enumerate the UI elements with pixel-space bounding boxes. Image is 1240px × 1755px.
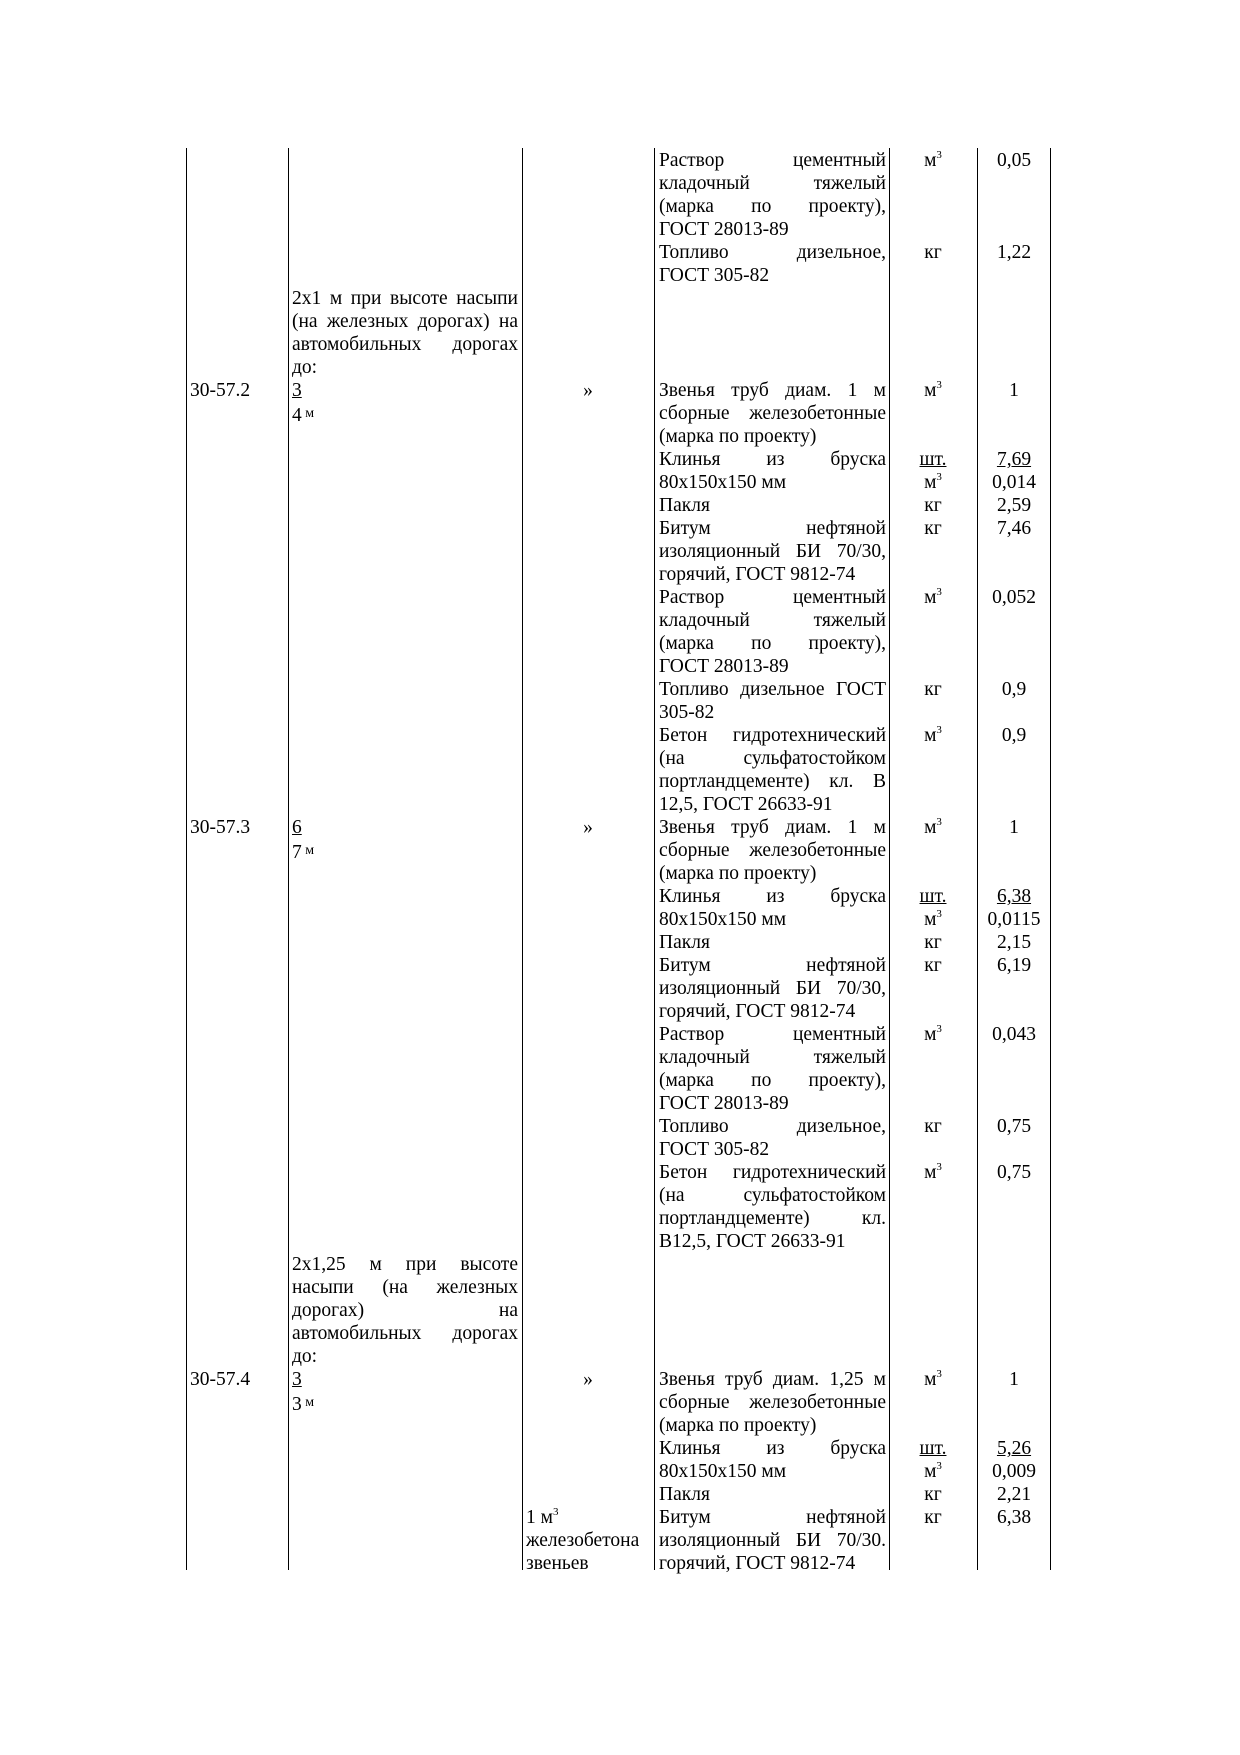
resource-unit bbox=[893, 241, 973, 264]
resource-name-line: кладочный тяжелый bbox=[659, 610, 886, 631]
column-divider-1 bbox=[288, 148, 289, 1570]
fraction-denominator bbox=[292, 1391, 518, 1416]
resource-name-line: ГОСТ 305-82 bbox=[659, 1139, 770, 1160]
resource-value-text: 0,9 bbox=[1001, 679, 1027, 700]
fraction-unit: м bbox=[301, 843, 315, 858]
resource-name-line: (на сульфатостойком bbox=[659, 748, 886, 769]
resource-value bbox=[981, 678, 1047, 701]
resource-unit-text: кг bbox=[924, 242, 942, 263]
unit-of-measure-text: » bbox=[583, 817, 593, 838]
row-heading bbox=[292, 287, 518, 379]
resource-name-line: (марка по проекту) bbox=[659, 426, 817, 447]
resource-name-line: Битум нефтяной bbox=[659, 955, 886, 976]
resource-name-line: (марка по проекту), bbox=[659, 633, 886, 654]
resource-name-line: 80x150x150 мм bbox=[659, 909, 787, 930]
resource-value-text: 1 bbox=[1009, 817, 1019, 838]
resource-name-line: ГОСТ 28013-89 bbox=[659, 656, 789, 677]
resource-unit-text: м bbox=[924, 1461, 937, 1482]
resource-value bbox=[981, 149, 1047, 172]
fraction-top: 6 bbox=[292, 817, 302, 838]
resource-unit-text: м bbox=[924, 587, 937, 608]
row-code-text: 30-57.3 bbox=[190, 817, 251, 838]
resource-value-text: 1,22 bbox=[996, 242, 1032, 263]
superscript: 3 bbox=[936, 1460, 942, 1472]
resource-value bbox=[981, 885, 1047, 908]
fraction-numerator bbox=[292, 1368, 518, 1391]
fraction-unit: м bbox=[301, 406, 315, 421]
resource-value-text: 7,46 bbox=[996, 518, 1032, 539]
resource-unit bbox=[893, 678, 973, 701]
resource-unit bbox=[893, 1023, 973, 1046]
resource-name-line: Топливо дизельное, bbox=[659, 1116, 886, 1137]
row-heading-line: 2x1 м при высоте насыпи bbox=[292, 288, 518, 309]
row-heading-line: 2x1,25 м при высоте bbox=[292, 1254, 518, 1275]
resource-name bbox=[659, 494, 886, 517]
resource-name-line: Клинья из бруска bbox=[659, 449, 886, 470]
resource-name-line: портландцементе) кл. bbox=[659, 1208, 886, 1229]
resource-unit-text: м bbox=[924, 1369, 937, 1390]
superscript: 3 bbox=[936, 471, 942, 483]
resource-name-line: ГОСТ 28013-89 bbox=[659, 1093, 789, 1114]
resource-name-line: изоляционный БИ 70/30, bbox=[659, 978, 886, 999]
unit-of-measure-text: » bbox=[583, 1369, 593, 1390]
resource-value bbox=[981, 1115, 1047, 1138]
superscript: 3 bbox=[936, 379, 942, 391]
resource-name bbox=[659, 1115, 886, 1161]
resource-name-line: В12,5, ГОСТ 26633-91 bbox=[659, 1231, 846, 1252]
resource-name-line: (марка по проекту) bbox=[659, 1415, 817, 1436]
resource-unit bbox=[893, 517, 973, 540]
resource-name-line: 80x150x150 мм bbox=[659, 472, 787, 493]
row-heading-line: автомобильных дорогах bbox=[292, 334, 518, 355]
resource-name-line: изоляционный БИ 70/30. bbox=[659, 1530, 886, 1551]
resource-name-line: (на сульфатостойком bbox=[659, 1185, 886, 1206]
resource-unit bbox=[893, 724, 973, 747]
superscript: 3 bbox=[936, 1368, 942, 1380]
resource-value-text: 0,0115 bbox=[987, 909, 1041, 930]
resource-value bbox=[981, 379, 1047, 402]
resource-unit bbox=[893, 931, 973, 954]
resource-name-line: сборные железобетонные bbox=[659, 840, 886, 861]
resource-unit-text: кг bbox=[924, 495, 942, 516]
column-divider-5 bbox=[977, 148, 978, 1570]
row-code bbox=[190, 1368, 284, 1391]
resource-value-text: 0,014 bbox=[992, 472, 1036, 493]
resource-unit-text: кг bbox=[924, 932, 942, 953]
resource-unit-text: м bbox=[924, 472, 937, 493]
resource-unit-text: м bbox=[924, 817, 937, 838]
resource-value bbox=[981, 1161, 1047, 1184]
resource-name-line: горячий, ГОСТ 9812-74 bbox=[659, 1001, 856, 1022]
resource-name-line: ГОСТ 305-82 bbox=[659, 265, 770, 286]
resource-unit-text: кг bbox=[924, 1507, 942, 1528]
resource-name bbox=[659, 954, 886, 1023]
resource-name bbox=[659, 1023, 886, 1115]
resource-value-secondary bbox=[981, 471, 1047, 494]
resource-name-line: Клинья из бруска bbox=[659, 886, 886, 907]
resource-unit-text: м bbox=[924, 380, 937, 401]
resource-value bbox=[981, 448, 1047, 471]
resource-unit-text: м bbox=[924, 1024, 937, 1045]
resource-name-line: сборные железобетонные bbox=[659, 1392, 886, 1413]
resource-name bbox=[659, 586, 886, 678]
fraction-bottom: 4 bbox=[292, 405, 302, 426]
resource-name-line: Раствор цементный bbox=[659, 587, 886, 608]
resource-value bbox=[981, 586, 1047, 609]
row-unit-of-measure bbox=[526, 816, 650, 839]
resource-unit bbox=[893, 885, 973, 908]
column-divider-3 bbox=[654, 148, 655, 1570]
resource-value-text: 7,69 bbox=[996, 449, 1032, 470]
resource-name-line: горячий, ГОСТ 9812-74 bbox=[659, 564, 856, 585]
resource-unit-text: м bbox=[924, 150, 937, 171]
resource-unit bbox=[893, 1161, 973, 1184]
resource-unit-text: шт. bbox=[919, 886, 947, 907]
resource-name-line: сборные железобетонные bbox=[659, 403, 886, 424]
resource-name-line: ГОСТ 28013-89 bbox=[659, 219, 789, 240]
fraction-top: 3 bbox=[292, 1369, 302, 1390]
resource-name-line: кладочный тяжелый bbox=[659, 1047, 886, 1068]
resource-name-line: Битум нефтяной bbox=[659, 518, 886, 539]
resource-unit-secondary bbox=[893, 471, 973, 494]
resource-value-text: 0,043 bbox=[992, 1024, 1036, 1045]
resource-unit-text: кг bbox=[924, 679, 942, 700]
resource-unit-text: кг bbox=[924, 518, 942, 539]
resource-value-text: 6,19 bbox=[996, 955, 1032, 976]
resource-unit bbox=[893, 1437, 973, 1460]
fraction-top: 3 bbox=[292, 380, 302, 401]
resource-name-line: кладочный тяжелый bbox=[659, 173, 886, 194]
resource-value-text: 0,9 bbox=[1001, 725, 1027, 746]
resource-value-text: 5,26 bbox=[996, 1438, 1032, 1459]
resource-unit-secondary bbox=[893, 1460, 973, 1483]
row-heading-line: до: bbox=[292, 357, 318, 378]
resource-unit-text: кг bbox=[924, 955, 942, 976]
resource-name bbox=[659, 885, 886, 931]
superscript: 3 bbox=[936, 908, 942, 920]
resource-unit bbox=[893, 1368, 973, 1391]
row-heading-line: (на железных дорогах) на bbox=[292, 311, 518, 332]
column-divider-4 bbox=[889, 148, 890, 1570]
resource-name-line: Звенья труб диам. 1 м bbox=[659, 817, 886, 838]
resource-name-line: 80x150x150 мм bbox=[659, 1461, 787, 1482]
resource-name bbox=[659, 149, 886, 241]
resource-name-line: Звенья труб диам. 1,25 м bbox=[659, 1369, 886, 1390]
resource-unit bbox=[893, 1506, 973, 1529]
resource-unit bbox=[893, 379, 973, 402]
resource-value bbox=[981, 1368, 1047, 1391]
superscript: 3 bbox=[936, 1161, 942, 1173]
resource-name bbox=[659, 448, 886, 494]
superscript: 3 bbox=[936, 586, 942, 598]
resource-name bbox=[659, 379, 886, 448]
resource-unit-text: м bbox=[924, 1162, 937, 1183]
resource-name-line: Раствор цементный bbox=[659, 150, 886, 171]
resource-value bbox=[981, 724, 1047, 747]
resource-value bbox=[981, 931, 1047, 954]
resource-value bbox=[981, 1023, 1047, 1046]
row-heading bbox=[292, 1253, 518, 1368]
resource-name bbox=[659, 1483, 886, 1506]
resource-value bbox=[981, 1437, 1047, 1460]
resource-name-line: (марка по проекту) bbox=[659, 863, 817, 884]
resource-name-line: Топливо дизельное ГОСТ bbox=[659, 679, 886, 700]
resource-unit-text: кг bbox=[924, 1116, 942, 1137]
resource-value-text: 0,009 bbox=[992, 1461, 1036, 1482]
unit-of-measure-note-text: 1 м bbox=[526, 1507, 553, 1528]
resource-name-line: Клинья из бруска bbox=[659, 1438, 886, 1459]
fraction-bottom: 3 bbox=[292, 1394, 302, 1415]
resource-value bbox=[981, 494, 1047, 517]
row-unit-of-measure bbox=[526, 1368, 650, 1391]
resource-name-line: Топливо дизельное, bbox=[659, 242, 886, 263]
resource-name bbox=[659, 1161, 886, 1253]
resource-name bbox=[659, 1437, 886, 1483]
resource-value-text: 6,38 bbox=[996, 1507, 1032, 1528]
resource-name-line: портландцементе) кл. В bbox=[659, 771, 886, 792]
resource-name-line: Битум нефтяной bbox=[659, 1507, 886, 1528]
resource-value bbox=[981, 954, 1047, 977]
resource-name-line: (марка по проекту), bbox=[659, 196, 886, 217]
resource-unit bbox=[893, 149, 973, 172]
row-heading-line: автомобильных дорогах bbox=[292, 1323, 518, 1344]
row-unit-of-measure bbox=[526, 379, 650, 402]
resource-unit bbox=[893, 1483, 973, 1506]
row-code bbox=[190, 379, 284, 402]
resource-unit bbox=[893, 586, 973, 609]
resource-name bbox=[659, 241, 886, 287]
unit-of-measure-text: » bbox=[583, 380, 593, 401]
table-border-left bbox=[186, 148, 187, 1570]
resource-value bbox=[981, 1506, 1047, 1529]
fraction-bottom: 7 bbox=[292, 842, 302, 863]
resource-value-text: 1 bbox=[1009, 1369, 1019, 1390]
resource-name-line: Бетон гидротехнический bbox=[659, 1162, 886, 1183]
resource-name bbox=[659, 1506, 886, 1575]
row-code-text: 30-57.4 bbox=[190, 1369, 251, 1390]
resource-value-text: 0,05 bbox=[996, 150, 1032, 171]
resource-value-text: 1 bbox=[1009, 380, 1019, 401]
resource-name-line: Пакля bbox=[659, 495, 710, 516]
fraction-numerator bbox=[292, 379, 518, 402]
column-divider-2 bbox=[522, 148, 523, 1570]
resource-unit-text: м bbox=[924, 725, 937, 746]
resource-unit bbox=[893, 1115, 973, 1138]
resource-value-secondary bbox=[981, 908, 1047, 931]
resource-value-text: 0,052 bbox=[992, 587, 1036, 608]
superscript: 3 bbox=[936, 149, 942, 161]
resource-unit-secondary bbox=[893, 908, 973, 931]
resource-name bbox=[659, 724, 886, 816]
resource-name bbox=[659, 816, 886, 885]
resource-value-text: 2,59 bbox=[996, 495, 1032, 516]
resource-name-line: 12,5, ГОСТ 26633-91 bbox=[659, 794, 833, 815]
resource-name-line: изоляционный БИ 70/30, bbox=[659, 541, 886, 562]
resource-unit bbox=[893, 494, 973, 517]
row-heading-line: насыпи (на железных bbox=[292, 1277, 518, 1298]
resource-name-line: Пакля bbox=[659, 1484, 710, 1505]
resource-name bbox=[659, 1368, 886, 1437]
resource-unit-text: шт. bbox=[919, 1438, 947, 1459]
resource-name-line: Звенья труб диам. 1 м bbox=[659, 380, 886, 401]
resource-unit-text: м bbox=[924, 909, 937, 930]
resource-value bbox=[981, 1483, 1047, 1506]
resource-value-text: 0,75 bbox=[996, 1116, 1032, 1137]
row-heading-line: дорогах) на bbox=[292, 1300, 518, 1321]
resource-value bbox=[981, 241, 1047, 264]
superscript: 3 bbox=[936, 816, 942, 828]
resource-name bbox=[659, 517, 886, 586]
resource-value-text: 6,38 bbox=[996, 886, 1032, 907]
unit-of-measure-note-text: звеньев bbox=[526, 1553, 589, 1574]
resource-unit-text: кг bbox=[924, 1484, 942, 1505]
resource-unit bbox=[893, 954, 973, 977]
resource-value-text: 2,15 bbox=[996, 932, 1032, 953]
resource-name bbox=[659, 931, 886, 954]
superscript: 3 bbox=[552, 1506, 559, 1518]
table-border-right bbox=[1050, 148, 1051, 1570]
unit-of-measure-note bbox=[526, 1529, 650, 1552]
resource-unit bbox=[893, 816, 973, 839]
resource-name bbox=[659, 678, 886, 724]
row-heading-line: до: bbox=[292, 1346, 318, 1367]
resource-name-line: Бетон гидротехнический bbox=[659, 725, 886, 746]
resource-value-secondary bbox=[981, 1460, 1047, 1483]
unit-of-measure-note bbox=[526, 1552, 650, 1575]
resource-name-line: Пакля bbox=[659, 932, 710, 953]
resource-value-text: 2,21 bbox=[996, 1484, 1032, 1505]
resource-value bbox=[981, 517, 1047, 540]
superscript: 3 bbox=[936, 1023, 942, 1035]
resource-value-text: 0,75 bbox=[996, 1162, 1032, 1183]
resource-name-line: Раствор цементный bbox=[659, 1024, 886, 1045]
resource-unit-text: шт. bbox=[919, 449, 947, 470]
resource-unit bbox=[893, 448, 973, 471]
resource-name-line: 305-82 bbox=[659, 702, 715, 723]
fraction-unit: м bbox=[301, 1395, 315, 1410]
fraction-denominator bbox=[292, 402, 518, 427]
row-code bbox=[190, 816, 284, 839]
fraction-denominator bbox=[292, 839, 518, 864]
resource-name-line: (марка по проекту), bbox=[659, 1070, 886, 1091]
unit-of-measure-note-text: железобетона bbox=[526, 1530, 640, 1551]
row-code-text: 30-57.2 bbox=[190, 380, 251, 401]
resource-name-line: горячий, ГОСТ 9812-74 bbox=[659, 1553, 856, 1574]
resource-value bbox=[981, 816, 1047, 839]
unit-of-measure-note bbox=[526, 1506, 650, 1529]
fraction-numerator bbox=[292, 816, 518, 839]
superscript: 3 bbox=[936, 724, 942, 736]
